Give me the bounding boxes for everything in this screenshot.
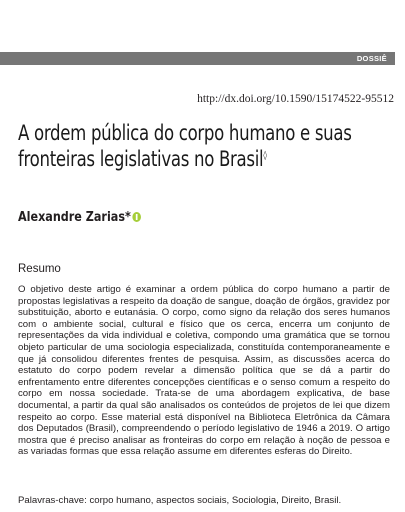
keywords-line: Palavras-chave: corpo humano, aspectos sociais, Sociologia, Direito, Brasil. <box>18 495 342 506</box>
author-line <box>18 210 141 225</box>
orcid-icon[interactable] <box>133 212 142 222</box>
author-name[interactable]: Alexandre Zarias* <box>18 210 131 225</box>
doi-link[interactable]: http://dx.doi.org/10.1590/15174522-95512 <box>197 93 394 105</box>
title-footnote-mark[interactable]: ◊ <box>263 151 267 161</box>
abstract-heading: Resumo <box>18 263 61 275</box>
article-title-text: A ordem pública do corpo humano e suas fronteiras legislativas no Brasil <box>18 121 352 171</box>
abstract-text: O objetivo deste artigo é examinar a ordem pública do corpo humano a partir de propostas legislativas a respeito da doação de sangue, doação de órgãos, gravidez por substituição, aborto e eutanásia. O corpo, como signo da relação dos seres humanos com o ambiente social, cultural e físico que os cerca, encerra um conjunto de representações da vida individual e coletiva, compondo uma gramática que se tornou objeto particular de uma sociologia especializada, constituída contemporaneamente e que já consolidou diferentes frentes de pesquisa. Assim, as discussões acerca do estatuto do corpo podem revelar a dimensão política que se dá a partir do enfrentamento entre diferentes concepções científicas e o senso comum a respeito do corpo em nossa sociedade. Trata-se de uma abordagem explicativa, de base documental, a partir da qual são analisados os conteúdos de projetos de lei que dizem respeito ao corpo. Esse material está disponível na Biblioteca Eletrônica da Câmara dos Deputados (Brasil), compreendendo o período legislativo de 1946 a 2019. O artigo mostra que é preciso analisar as fronteiras do corpo em relação à noção de pessoa e as variadas formas que essa relação assume em diferentes esferas do Direito. <box>18 284 390 458</box>
section-label: DOSSIÊ <box>356 54 387 63</box>
section-header-bar <box>0 52 395 65</box>
article-title <box>18 120 389 172</box>
